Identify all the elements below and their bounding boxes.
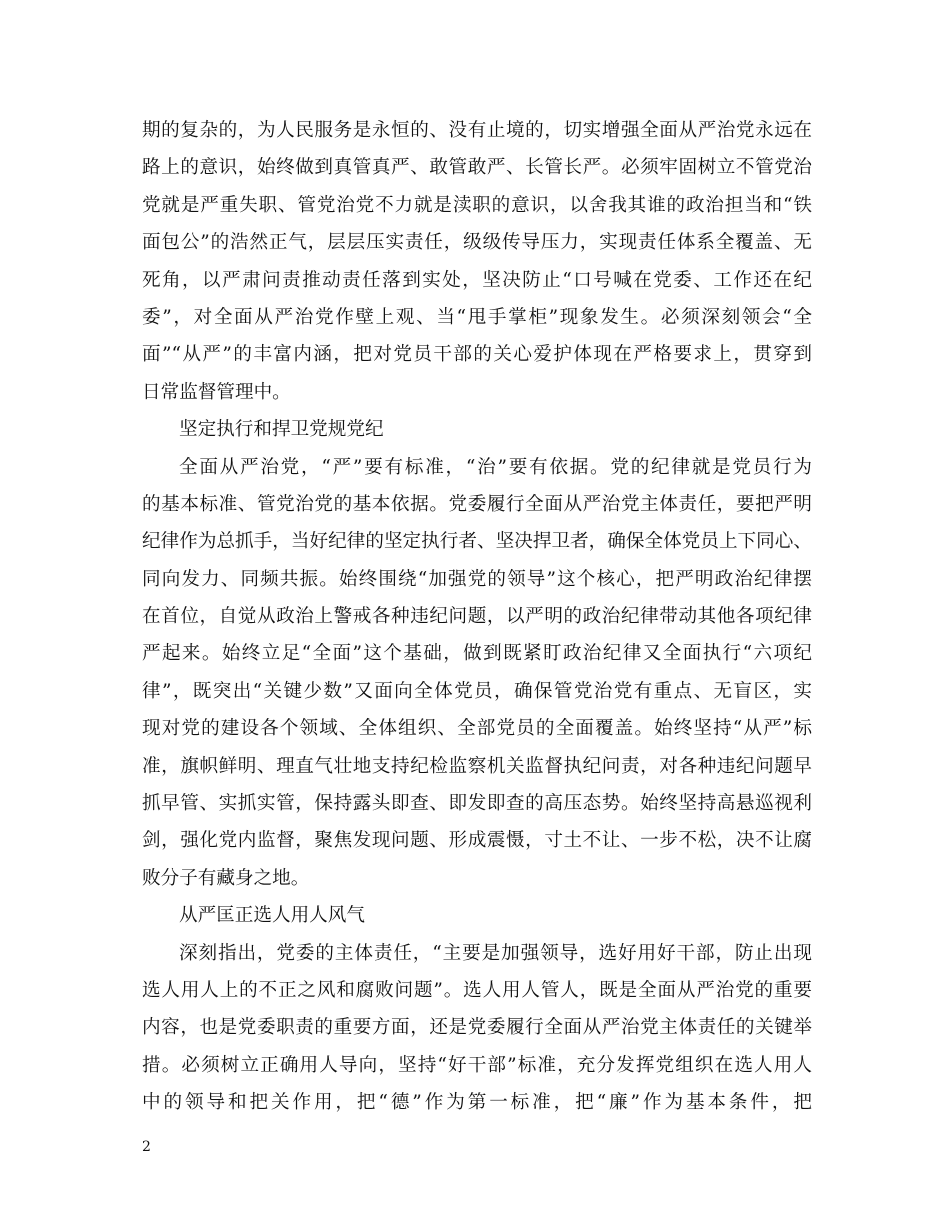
text-line: 的基本标准、管党治党的基本依据。党委履行全面从严治党主体责任，要把严明 [142, 493, 812, 515]
text-line: 党就是严重失职、管党治党不力就是渎职的意识，以舍我其谁的政治担当和“铁 [142, 194, 812, 216]
section-heading: 从严匡正选人用人风气 [179, 905, 365, 927]
page-number: 2 [142, 1139, 151, 1155]
text-line: 路上的意识，始终做到真管真严、敢管敢严、长管长严。必须牢固树立不管党治 [142, 157, 812, 179]
section-heading: 坚定执行和捍卫党规党纪 [179, 419, 384, 441]
text-line: 抓早管、实抓实管，保持露头即查、即发即查的高压态势。始终坚持高悬巡视利 [142, 793, 812, 815]
text-line: 现对党的建设各个领域、全体组织、全部党员的全面覆盖。始终坚持“从严”标 [142, 718, 812, 740]
text-line: 纪律作为总抓手，当好纪律的坚定执行者、坚决捍卫者，确保全体党员上下同心、 [142, 531, 812, 553]
text-line: 严起来。始终立足“全面”这个基础，做到既紧盯政治纪律又全面执行“六项纪 [142, 643, 812, 665]
text-line: 剑，强化党内监督，聚焦发现问题、形成震慑，寸土不让、一步不松，决不让腐 [142, 830, 812, 852]
text-line: 面包公”的浩然正气，层层压实责任，级级传导压力，实现责任体系全覆盖、无 [142, 232, 812, 254]
text-line: 日常监督管理中。 [142, 381, 291, 403]
body-text [142, 112, 812, 1122]
text-line: 期的复杂的，为人民服务是永恒的、没有止境的，切实增强全面从严治党永远在 [142, 120, 812, 141]
text-line: 败分子有藏身之地。 [142, 867, 310, 889]
text-line: 面”“从严”的丰富内涵，把对党员干部的关心爱护体现在严格要求上，贯穿到 [142, 344, 812, 366]
text-line: 死角，以严肃问责推动责任落到实处，坚决防止“口号喊在党委、工作还在纪 [142, 269, 812, 291]
text-line: 措。必须树立正确用人导向，坚持“好干部”标准，充分发挥党组织在选人用人 [142, 1054, 812, 1076]
text-line: 内容，也是党委职责的重要方面，还是党委履行全面从严治党主体责任的关键举 [142, 1017, 812, 1039]
text-line: 选人用人上的不正之风和腐败问题”。选人用人管人，既是全面从严治党的重要 [142, 979, 812, 1001]
text-line: 准，旗帜鲜明、理直气壮地支持纪检监察机关监督执纪问责，对各种违纪问题早 [142, 755, 812, 777]
text-line: 同向发力、同频共振。始终围绕“加强党的领导”这个核心，把严明政治纪律摆 [142, 568, 812, 590]
text-line: 中的领导和把关作用，把“德”作为第一标准，把“廉”作为基本条件，把 [142, 1092, 812, 1114]
text-line: 律”，既突出“关键少数”又面向全体党员，确保管党治党有重点、无盲区，实 [142, 680, 812, 702]
text-line: 全面从严治党，“严”要有标准，“治”要有依据。党的纪律就是党员行为 [179, 456, 812, 478]
text-line: 深刻指出，党委的主体责任，“主要是加强领导，选好用好干部，防止出现 [179, 942, 812, 964]
text-line: 在首位，自觉从政治上警戒各种违纪问题，以严明的政治纪律带动其他各项纪律 [142, 606, 812, 628]
text-line: 委”，对全面从严治党作壁上观、当“甩手掌柜”现象发生。必须深刻领会“全 [142, 306, 812, 328]
